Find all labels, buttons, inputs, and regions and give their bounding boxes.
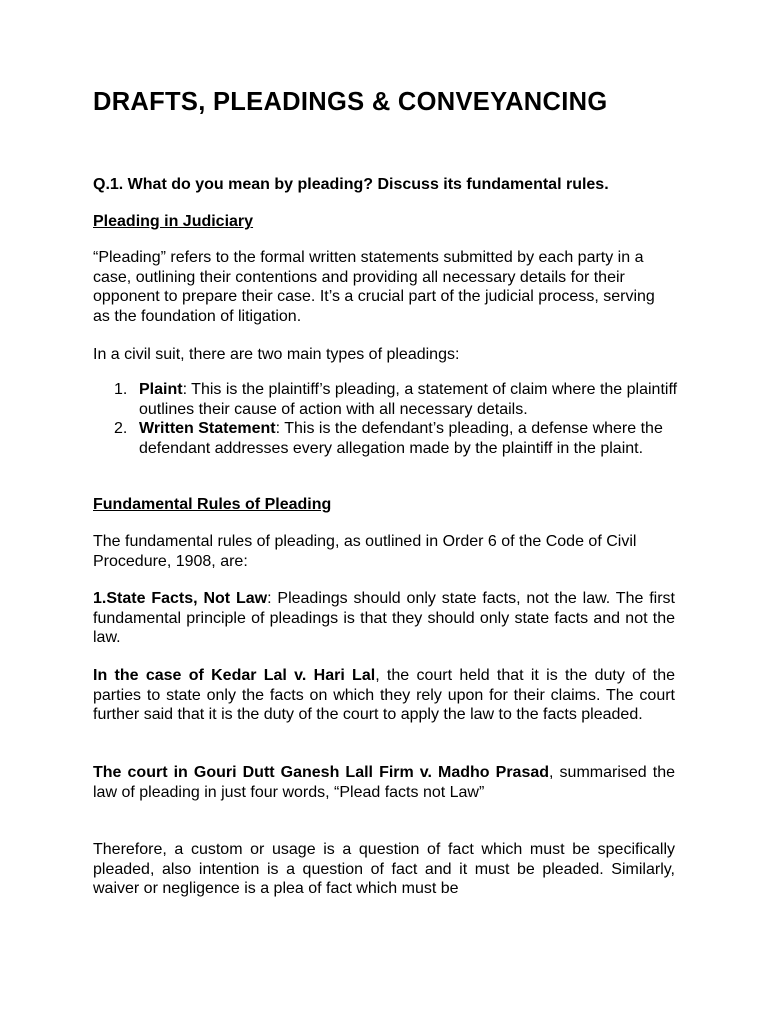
case-text: , summarised the law of pleading in just four words, “Plead facts not Law”	[93, 764, 675, 801]
list-item-text: : This is the defendant’s pleading, a defense where the defendant addresses every allegation made by the plaintiff in the plaint.	[139, 420, 663, 458]
paragraph-rules-intro: The fundamental rules of pleading, as outlined in Order 6 of the Code of Civil Procedure, 1908, are:	[93, 533, 637, 570]
list-item	[114, 419, 721, 458]
pleading-types-list	[93, 380, 721, 459]
list-item	[114, 380, 721, 419]
paragraph-pleading-definition: “Pleading” refers to the formal written statements submitted by each party in a case, outlining their contentions and providing all necessary details for their opponent to prepare their case. It’s a crucial part of the judicial process, serving as the foundation of litigation.	[93, 249, 655, 326]
case-term: In the case of Kedar Lal v. Hari Lal	[93, 667, 376, 684]
case-term: The court in Gouri Dutt Ganesh Lall Firm v. Madho Prasad	[93, 764, 550, 781]
list-item-text: : This is the plaintiff’s pleading, a statement of claim where the plaintiff outlines their cause of action with all necessary details.	[139, 381, 678, 418]
paragraph-rule-state-facts	[93, 589, 675, 648]
section-heading-pleading-in-judiciary: Pleading in Judiciary	[93, 213, 254, 230]
rule-text: : Pleadings should only state facts, not the law. The first fundamental principle of pleadings is that they should only state facts and not the law.	[93, 590, 676, 647]
question-heading: Q.1. What do you mean by pleading? Discuss its fundamental rules.	[93, 176, 609, 193]
section-heading-fundamental-rules: Fundamental Rules of Pleading	[93, 496, 332, 513]
list-item-number: 2.	[114, 420, 128, 438]
list-item-term: Plaint	[139, 381, 183, 398]
document-title: DRAFTS, PLEADINGS & CONVEYANCING	[93, 88, 608, 116]
rule-term: 1.State Facts, Not Law	[93, 590, 268, 607]
paragraph-types-intro: In a civil suit, there are two main types of pleadings:	[93, 346, 460, 363]
case-text: , the court held that it is the duty of the parties to state only the facts on which they rely upon for their claims. The court further said that it is the duty of the court to apply the law to the facts pleaded.	[93, 667, 676, 724]
list-item-term: Written Statement	[139, 420, 276, 438]
list-item-number: 1.	[114, 381, 128, 398]
paragraph-custom-usage: Therefore, a custom or usage is a question of fact which must be specifically pleaded, also intention is a question of fact and it must be pleaded. Similarly, waiver or negligence is a plea of fact which must be	[93, 841, 675, 898]
paragraph-case-gouri-dutt	[93, 763, 675, 802]
paragraph-case-kedar-lal	[93, 666, 675, 725]
